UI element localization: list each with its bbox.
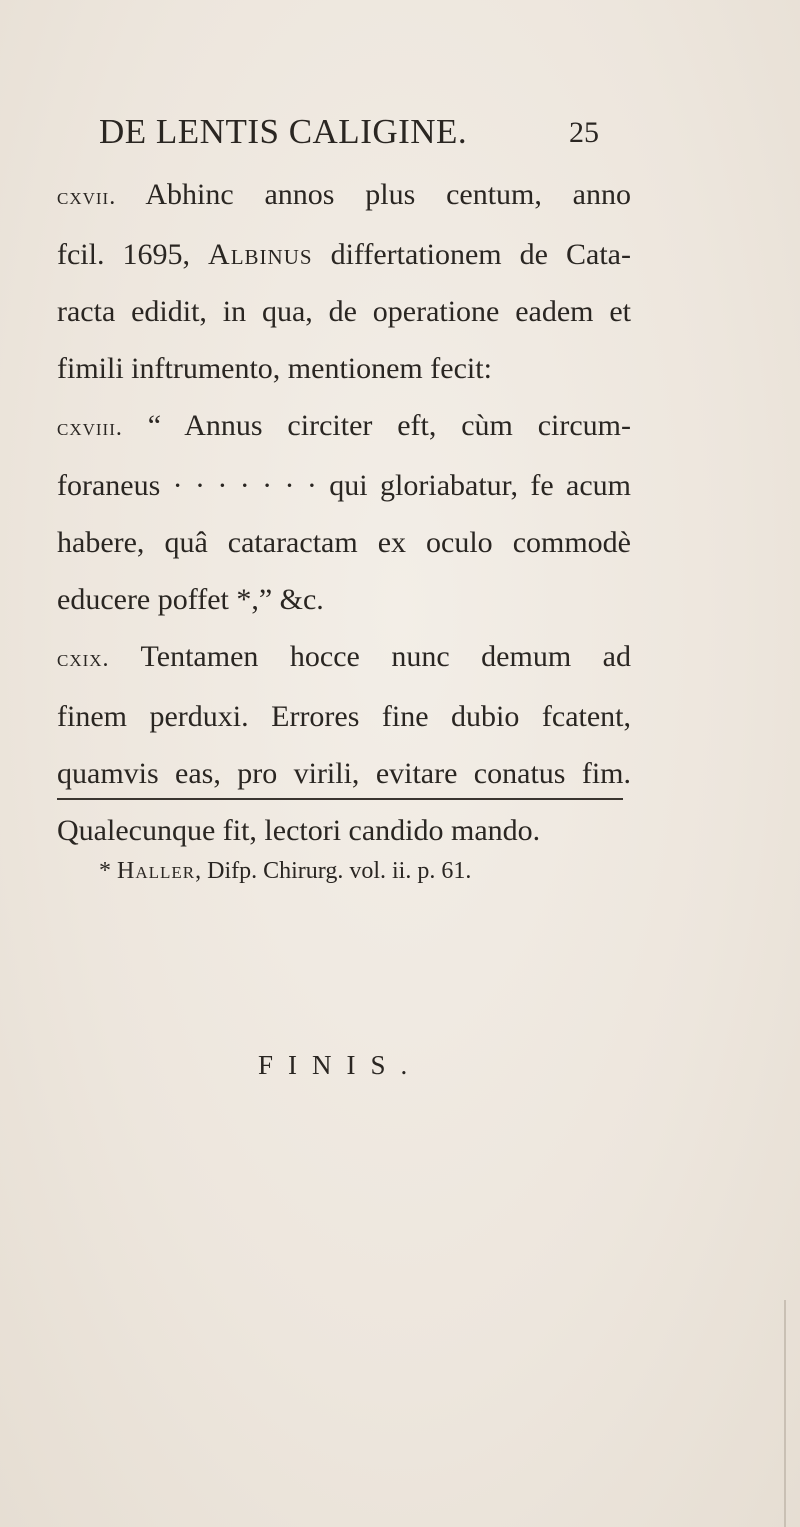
- text-line: “ Annus circiter eft, cùm circum-: [122, 409, 631, 442]
- author-name: Albinus: [208, 238, 313, 271]
- body-text: [57, 166, 631, 859]
- running-head: [99, 112, 599, 156]
- paragraph-cxix-line-2: finem perduxi. Errores fine dubio fcatent,: [57, 700, 631, 733]
- page-number: 25: [569, 116, 599, 149]
- paragraph-cxvii-line-4: fimili inftrumento, mentionem fecit:: [57, 352, 492, 385]
- footnote-divider: [57, 798, 623, 800]
- paragraph-number: cxviii.: [57, 415, 123, 441]
- paragraph-cxviii-line-3: habere, quâ cataractam ex oculo commodè: [57, 526, 631, 559]
- paragraph-cxvii-line-3: racta edidit, in qua, de operatione eadem et: [57, 295, 631, 328]
- page-title: DE LENTIS CALIGINE.: [99, 112, 468, 151]
- text-line: differtationem de Cata-: [312, 238, 631, 271]
- paragraph-cxix-line-3: quamvis eas, pro virili, evitare conatus fim.: [57, 757, 631, 790]
- footnote-text: , Difp. Chirurg. vol. ii. p. 61.: [195, 858, 472, 884]
- finis-text: FINIS.: [258, 1050, 423, 1080]
- paragraph-cxviii-line-1: [57, 397, 631, 457]
- paragraph-cxviii-line-2: foraneus · · · · · · · qui gloriabatur, fe acum: [57, 469, 631, 502]
- footnote-marker: *: [99, 858, 117, 884]
- paragraph-cxviii-line-4: educere poffet *,” &c.: [57, 583, 324, 616]
- paragraph-cxvii-line-1: [57, 166, 631, 226]
- paragraph-number: cxvii.: [57, 184, 117, 210]
- paragraph-number: cxix.: [57, 646, 110, 672]
- paragraph-cxvii-line-2: [57, 226, 631, 283]
- paragraph-cxix-line-4: Qualecunque fit, lectori candido mando.: [57, 814, 541, 847]
- text-line: fcil. 1695,: [57, 238, 209, 271]
- text-line: Abhinc annos plus centum, anno: [116, 178, 631, 211]
- footnote-author: Haller: [117, 858, 196, 884]
- paragraph-cxix-line-1: [57, 628, 631, 688]
- text-line: Tentamen hocce nunc demum ad: [109, 640, 631, 673]
- page-edge-shadow: [784, 1300, 786, 1527]
- footnote: [99, 858, 471, 885]
